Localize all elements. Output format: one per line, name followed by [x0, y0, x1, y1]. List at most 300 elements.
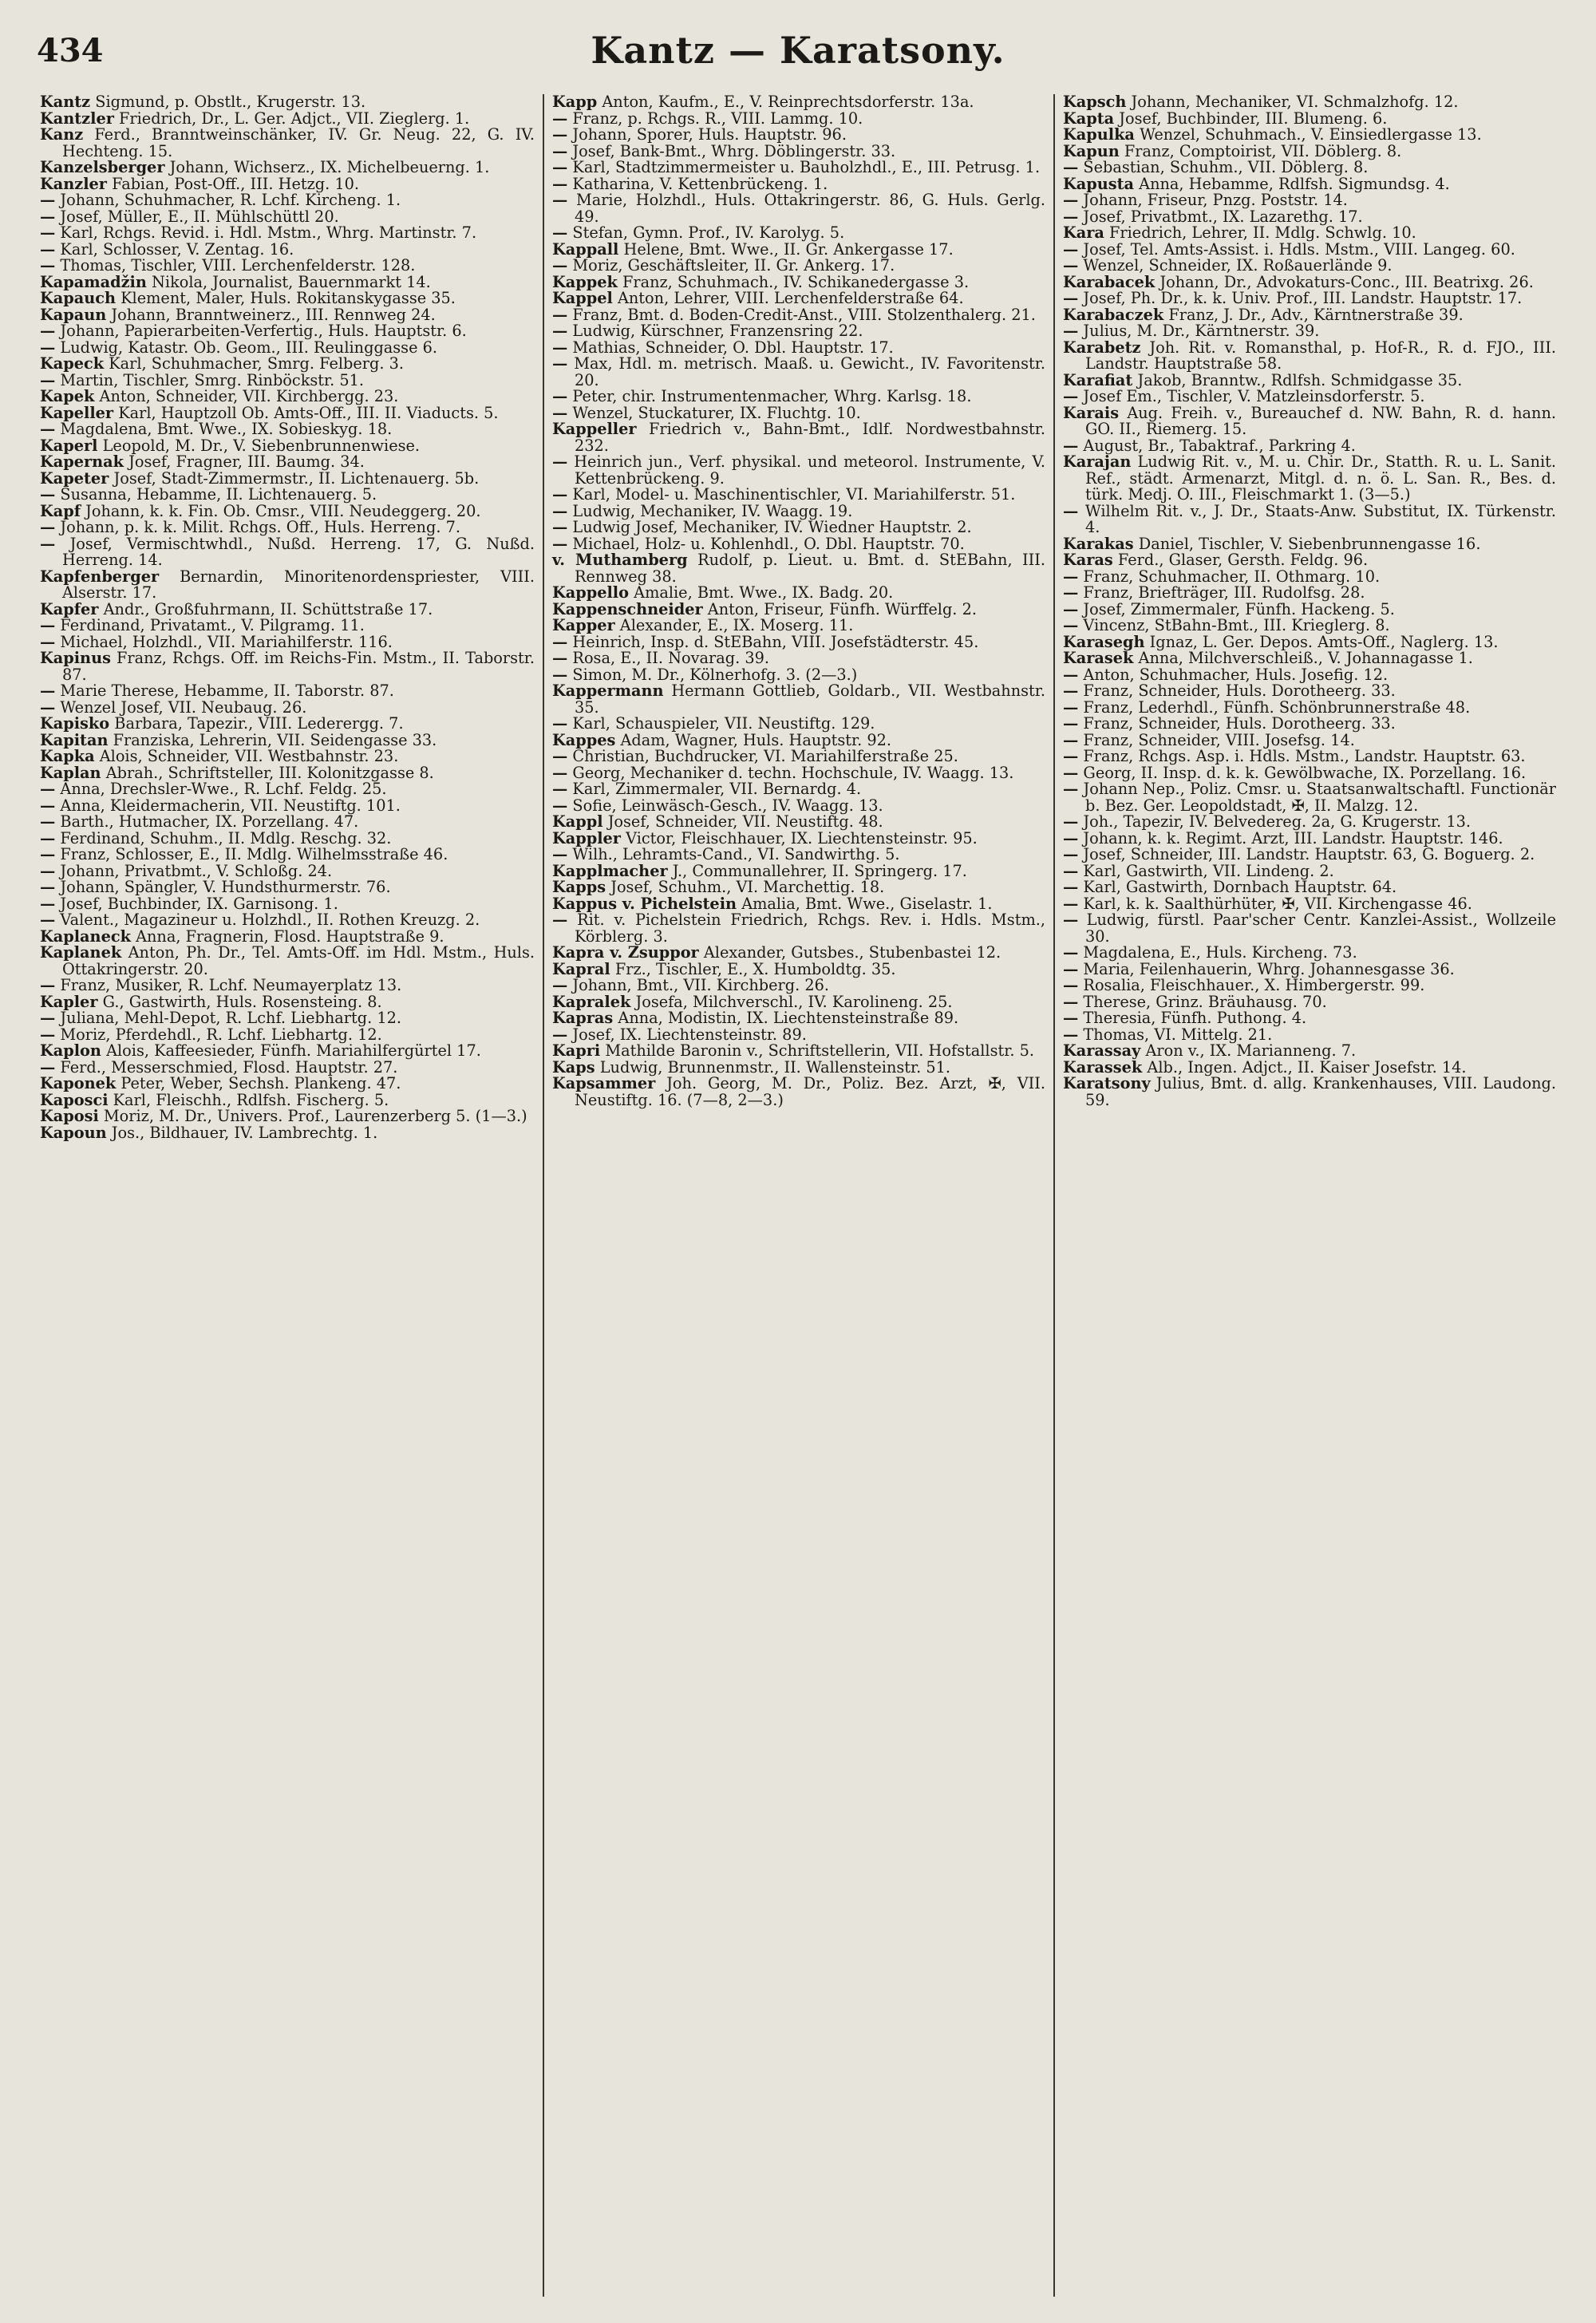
entry-surname: — — [552, 911, 568, 929]
entry-surname: — — [552, 845, 568, 863]
entry-surname: — — [552, 780, 568, 798]
entry-details: Johann, Wichserz., IX. Michelbeuerng. 1. — [169, 158, 490, 176]
directory-entry — [40, 683, 535, 700]
directory-entry — [40, 912, 535, 929]
entry-details: Bernardin, Minoritenordenspriester, VIII. Alserstr. 17. — [62, 567, 535, 602]
directory-entry — [1063, 160, 1556, 176]
entry-surname: — — [1063, 1025, 1079, 1044]
entry-details: Max, Hdl. m. metrisch. Maaß. u. Gewicht., IV. Favoritenstr. 20. — [574, 354, 1045, 389]
entry-surname: — — [552, 354, 568, 373]
directory-entry — [552, 225, 1045, 242]
entry-details: Johann, Bmt., VII. Kirchberg. 26. — [572, 976, 830, 994]
entry-details: Anton, Schuhmacher, Huls. Josefig. 12. — [1083, 665, 1389, 684]
entry-surname: Kappello — [552, 583, 629, 602]
directory-entry — [1063, 552, 1556, 569]
entry-surname: — — [552, 387, 568, 405]
directory-entry — [552, 160, 1045, 176]
entry-surname: — — [1063, 599, 1079, 618]
directory-entry — [552, 552, 1045, 585]
entry-surname: — — [552, 518, 568, 536]
entry-surname: — — [1063, 1009, 1079, 1027]
directory-entry — [40, 225, 535, 242]
directory-entry — [40, 356, 535, 373]
directory-entry — [552, 239, 1045, 259]
entry-surname: — — [552, 632, 568, 651]
entry-surname: — — [40, 828, 56, 847]
entry-details: Moriz, Geschäftsleiter, II. Gr. Ankerg. 17. — [572, 256, 895, 275]
directory-entry — [40, 160, 535, 176]
entry-surname: — — [40, 338, 56, 357]
entry-details: Abrah., Schriftsteller, III. Kolonitzgasse 8. — [105, 763, 434, 782]
entry-details: Amalie, Bmt. Wwe., IX. Badg. 20. — [634, 583, 894, 602]
directory-entry — [40, 879, 535, 896]
entry-details: Friedrich, Lehrer, II. Mdlg. Schwlg. 10. — [1109, 223, 1416, 242]
entry-surname: Kappes — [552, 730, 616, 749]
entry-surname: Kapralek — [552, 992, 631, 1011]
entry-details: Anna, Fragnerin, Flosd. Hauptstraße 9. — [136, 926, 444, 946]
entry-details: Johann, Spängler, V. Hundsthurmerstr. 76. — [60, 878, 391, 896]
directory-entry — [40, 599, 535, 618]
entry-details: Victor, Fleischhauer, IX. Liechtensteinstr. 95. — [626, 828, 978, 847]
entry-surname: Kapf — [40, 501, 81, 520]
entry-surname: Kappermann — [552, 681, 664, 700]
entry-details: Magdalena, Bmt. Wwe., IX. Sobieskyg. 18. — [60, 420, 393, 438]
directory-entry — [552, 585, 1045, 602]
entry-surname: — — [552, 256, 568, 275]
directory-entry — [552, 94, 1045, 111]
directory-entry — [40, 258, 535, 275]
directory-entry — [552, 798, 1045, 815]
entry-surname: — — [1063, 387, 1079, 405]
directory-entry — [40, 307, 535, 324]
entry-details: Karl, k. k. Saalthürhüter, ✠, VII. Kirchengasse 46. — [1083, 894, 1472, 913]
entry-details: Josef, Schneider, III. Landstr. Hauptstr. 63, G. Boguerg. 2. — [1083, 845, 1535, 863]
running-head: Kantz — Karatsony. — [591, 29, 1005, 72]
directory-entry — [552, 290, 1045, 307]
directory-entry — [40, 716, 535, 733]
directory-entry — [1063, 290, 1556, 307]
directory-entry — [552, 389, 1045, 405]
entry-surname: — — [552, 158, 568, 176]
entry-surname: Kappler — [552, 828, 621, 847]
entry-details: Georg, Mechaniker d. techn. Hochschule, IV. Waagg. 13. — [572, 763, 1014, 782]
entry-details: Helene, Bmt. Wwe., II. Gr. Ankergasse 17. — [623, 239, 954, 259]
entry-surname: Kaplon — [40, 1041, 101, 1060]
directory-entry — [1063, 1057, 1556, 1077]
entry-surname: — — [40, 697, 56, 717]
directory-entry — [1063, 501, 1556, 536]
entry-surname: — — [40, 191, 56, 209]
entry-surname: Karafiat — [1063, 370, 1133, 389]
directory-entry — [552, 978, 1045, 994]
entry-surname: — — [1063, 780, 1079, 798]
directory-entry — [1063, 405, 1556, 438]
entry-surname: — — [1063, 256, 1079, 275]
entry-surname: — — [1063, 828, 1079, 847]
entry-surname: Karabetz — [1063, 338, 1141, 357]
entry-surname: — — [1063, 894, 1079, 913]
entry-surname: — — [552, 174, 568, 193]
entry-surname: Karajan — [1063, 452, 1132, 471]
entry-details: Ludwig, Katastr. Ob. Geom., III. Reulinggasse 6. — [60, 338, 438, 357]
entry-details: Stefan, Gymn. Prof., IV. Karolyg. 5. — [572, 223, 845, 242]
entry-details: Peter, chir. Instrumentenmacher, Whrg. Karlsg. 18. — [572, 387, 972, 405]
entry-surname: — — [40, 911, 56, 929]
entry-details: Amalia, Bmt. Wwe., Giselastr. 1. — [741, 894, 993, 913]
directory-entry — [552, 258, 1045, 275]
entry-details: Josef Em., Tischler, V. Matzleinsdorferstr. 5. — [1083, 387, 1425, 405]
entry-surname: — — [552, 1025, 568, 1044]
directory-entry — [40, 896, 535, 913]
directory-entry — [552, 1010, 1045, 1027]
entry-details: Franz, p. Rchgs. R., VIII. Lammg. 10. — [572, 109, 863, 128]
directory-entry — [552, 847, 1045, 863]
entry-details: Klement, Maler, Huls. Rokitanskygasse 35. — [120, 289, 456, 307]
entry-surname: — — [40, 616, 56, 634]
entry-surname: — — [1063, 616, 1079, 634]
entry-surname: — — [1063, 845, 1079, 863]
entry-surname: Kapral — [552, 959, 610, 978]
entry-details: Johann, Sporer, Huls. Hauptstr. 96. — [572, 125, 847, 144]
directory-entry — [40, 798, 535, 815]
entry-details: Susanna, Hebamme, II. Lichtenauerg. 5. — [60, 485, 377, 504]
entry-details: Franz, Schlosser, E., II. Mdlg. Wilhelmsstraße 46. — [60, 845, 448, 863]
directory-entry — [40, 454, 535, 471]
directory-entry — [552, 501, 1045, 520]
entry-details: Ferd., Glaser, Gersth. Feldg. 96. — [1117, 551, 1369, 569]
directory-entry — [552, 879, 1045, 896]
entry-details: Michael, Holz- u. Kohlenhdl., O. Dbl. Hauptstr. 70. — [572, 534, 965, 553]
entry-details: Joh., Tapezir, IV. Belvedereg. 2a, G. Krugerstr. 13. — [1083, 812, 1471, 831]
directory-entry — [1063, 1076, 1556, 1108]
entry-surname: — — [1063, 697, 1079, 717]
entry-surname: — — [40, 322, 56, 340]
entry-details: Julius, M. Dr., Kärntnerstr. 39. — [1083, 322, 1320, 340]
entry-details: Anton, Lehrer, VIII. Lerchenfelderstraße 64. — [617, 289, 964, 307]
entry-surname: — — [552, 534, 568, 553]
entry-details: Martin, Tischler, Smrg. Rinböckstr. 51. — [60, 370, 365, 389]
directory-entry — [552, 650, 1045, 667]
entry-details: Alexander, E., IX. Moserg. 11. — [619, 616, 854, 634]
directory-entry — [40, 370, 535, 389]
entry-details: Josef, Zimmermaler, Fünfh. Hackeng. 5. — [1083, 599, 1395, 618]
entry-surname: Kapfer — [40, 599, 99, 618]
directory-entry — [1063, 585, 1556, 602]
entry-details: Franz, Rchgs. Asp. i. Hdls. Mstm., Landstr. Hauptstr. 63. — [1083, 747, 1526, 765]
entry-details: Josef, Schneider, VII. Neustiftg. 48. — [607, 812, 883, 831]
entry-details: Johann, Schuhmacher, R. Lchf. Kircheng. 1. — [60, 191, 401, 209]
entry-surname: — — [1063, 239, 1079, 259]
page-header — [32, 22, 1564, 86]
directory-entry — [40, 501, 535, 520]
entry-surname: — — [40, 239, 56, 259]
entry-details: Anna, Milchverschleiß., V. Johannagasse 1. — [1138, 649, 1473, 667]
directory-entry — [552, 634, 1045, 651]
entry-surname: — — [1063, 730, 1079, 749]
entry-details: Franz, J. Dr., Adv., Kärntnerstraße 39. — [1168, 305, 1464, 324]
entry-surname: Kapinus — [40, 649, 111, 667]
entry-surname: Kaplan — [40, 763, 101, 782]
entry-surname: — — [40, 796, 56, 815]
entry-details: Ferdinand, Schuhm., II. Mdlg. Reschg. 32. — [60, 828, 392, 847]
directory-entry — [552, 667, 1045, 684]
entry-details: Jakob, Branntw., Rdlfsh. Schmidgasse 35. — [1137, 370, 1463, 389]
entry-surname: Kanzelsberger — [40, 158, 165, 176]
entry-details: Thomas, Tischler, VIII. Lerchenfelderstr. 128. — [60, 256, 416, 275]
directory-entry — [40, 405, 535, 422]
entry-details: Rosa, E., II. Novarag. 39. — [572, 649, 769, 667]
directory-entry — [40, 94, 535, 111]
entry-surname: Karas — [1063, 551, 1113, 569]
directory-entry — [40, 1057, 535, 1077]
entry-details: Josef, Vermischtwhdl., Nußd. Herreng. 17, G. Nußd. Herreng. 14. — [62, 534, 535, 569]
directory-entry — [552, 1057, 1045, 1077]
entry-details: Josef, Ph. Dr., k. k. Univ. Prof., III. Landstr. Hauptstr. 17. — [1083, 289, 1523, 307]
entry-details: Frz., Tischler, E., X. Humboldtg. 35. — [614, 959, 896, 978]
entry-details: Karl, Gastwirth, Dornbach Hauptstr. 64. — [1083, 878, 1397, 896]
directory-entry — [552, 814, 1045, 831]
entry-surname: Kapeter — [40, 468, 109, 488]
directory-entry — [40, 239, 535, 259]
entry-details: Anton, Ph. Dr., Tel. Amts-Off. im Hdl. Mstm., Huls. Ottakringerstr. 20. — [62, 943, 535, 978]
entry-details: Franz, Schneider, Huls. Dorotheerg. 33. — [1083, 681, 1396, 700]
entry-surname: v. Muthamberg — [552, 551, 688, 569]
entry-surname: — — [552, 223, 568, 242]
entry-surname: — — [1063, 976, 1079, 994]
entry-surname: — — [1063, 763, 1079, 782]
directory-entry — [1063, 994, 1556, 1011]
entry-details: Ferd., Messerschmied, Flosd. Hauptstr. 27. — [60, 1057, 398, 1077]
column-3 — [1053, 94, 1564, 2297]
entry-surname: Kapamadžin — [40, 272, 147, 291]
entry-surname: — — [552, 125, 568, 144]
entry-surname: — — [1063, 861, 1079, 880]
directory-entry — [40, 994, 535, 1011]
entry-surname: Kapplmacher — [552, 861, 668, 880]
entry-details: Marie Therese, Hebamme, II. Taborstr. 87. — [60, 681, 394, 700]
directory-entry — [1063, 389, 1556, 405]
directory-entry — [40, 536, 535, 569]
directory-entry — [40, 618, 535, 634]
entry-surname: Kapun — [1063, 141, 1120, 160]
entry-surname: — — [1063, 207, 1079, 226]
entry-details: Jos., Bildhauer, IV. Lambrechtg. 1. — [111, 1123, 378, 1142]
entry-surname: — — [552, 796, 568, 815]
entry-details: Franz, Schneider, VIII. Josefsg. 14. — [1083, 730, 1355, 749]
entry-details: Ludwig, Brunnenmstr., II. Wallensteinstr. 51. — [599, 1057, 951, 1077]
entry-details: Josef, Tel. Amts-Assist. i. Hdls. Mstm., VIII. Langeg. 60. — [1083, 239, 1515, 259]
directory-entry — [552, 272, 1045, 291]
entry-surname: — — [552, 305, 568, 324]
entry-details: Wilhelm Rit. v., J. Dr., Staats-Anw. Substitut, IX. Türkenstr. 4. — [1084, 501, 1556, 536]
directory-entry — [40, 926, 535, 946]
directory-entry — [40, 650, 535, 683]
entry-surname: — — [40, 681, 56, 700]
entry-surname: — — [1063, 714, 1079, 733]
entry-surname: Kappeller — [552, 420, 637, 438]
entry-surname: Kapri — [552, 1041, 601, 1060]
entry-details: Ludwig Rit. v., M. u. Chir. Dr., Statth. R. u. L. Sanit. Ref., städt. Armenarzt, Mitgl. d. n. ö. L. San. R., Bes. d. türk. Medj. O. III., Fleischmarkt 1. (3—5.) — [1085, 452, 1556, 504]
directory-entry — [1063, 239, 1556, 259]
entry-surname: — — [40, 845, 56, 863]
directory-entry — [1063, 1010, 1556, 1027]
directory-entry — [552, 896, 1045, 913]
directory-entry — [1063, 127, 1556, 144]
directory-entry — [552, 192, 1045, 225]
entry-details: Rosalia, Fleischhauer., X. Himbergerstr. 99. — [1083, 976, 1425, 994]
entry-details: Franz, Schuhmach., IV. Schikanedergasse 3. — [622, 272, 970, 291]
entry-surname: Kaposci — [40, 1090, 109, 1109]
entry-surname: Kaponek — [40, 1074, 117, 1092]
entry-details: Alois, Schneider, VII. Westbahnstr. 23. — [99, 747, 399, 765]
entry-details: Wenzel, Schneider, IX. Roßauerlände 9. — [1083, 256, 1393, 275]
entry-details: Marie, Holzhdl., Huls. Ottakringerstr. 86, G. Huls. Gerlg. 49. — [575, 191, 1045, 226]
directory-entry — [1063, 225, 1556, 242]
entry-surname: Kapoun — [40, 1123, 107, 1142]
entry-details: Josef, Privatbmt., IX. Lazarethg. 17. — [1083, 207, 1363, 226]
entry-surname: Kapta — [1063, 109, 1115, 128]
directory-entry — [40, 1010, 535, 1027]
directory-entry — [552, 176, 1045, 193]
entry-surname: — — [1063, 158, 1079, 176]
entry-surname: — — [1063, 501, 1079, 520]
directory-entry — [40, 1043, 535, 1060]
entry-surname: — — [552, 322, 568, 340]
entry-details: Wenzel Josef, VII. Neubaug. 26. — [60, 697, 307, 717]
entry-surname: — — [40, 207, 56, 226]
directory-entry — [1063, 599, 1556, 618]
directory-entry — [1063, 716, 1556, 733]
directory-entry — [1063, 141, 1556, 160]
directory-entry — [552, 730, 1045, 749]
entry-details: Ludwig, Mechaniker, IV. Waagg. 19. — [572, 501, 853, 520]
entry-surname: Kapsch — [1063, 94, 1127, 111]
entry-surname: — — [40, 256, 56, 275]
page-number: 434 — [37, 32, 104, 69]
entry-surname: Kapp — [552, 94, 598, 111]
entry-details: Johann, Privatbmt., V. Schloßg. 24. — [60, 861, 333, 880]
entry-details: Mathias, Schneider, O. Dbl. Hauptstr. 17. — [572, 338, 894, 357]
directory-entry — [552, 749, 1045, 765]
entry-details: Theresia, Fünfh. Puthong. 4. — [1083, 1009, 1307, 1027]
entry-details: Andr., Großfuhrmann, II. Schüttstraße 17. — [103, 599, 433, 618]
entry-surname: Kapisko — [40, 714, 110, 733]
entry-details: Heinrich jun., Verf. physikal. und meteorol. Instrumente, V. Kettenbrückeng. 9. — [574, 452, 1045, 488]
directory-entry — [1063, 959, 1556, 978]
entry-details: Daniel, Tischler, V. Siebenbrunnengasse 16. — [1138, 534, 1481, 553]
entry-surname: Kappenschneider — [552, 599, 703, 618]
entry-details: J., Communallehrer, II. Springerg. 17. — [672, 861, 967, 880]
entry-surname: — — [1063, 436, 1079, 455]
entry-surname: Kapusta — [1063, 174, 1135, 193]
entry-surname: Kapeller — [40, 403, 114, 422]
entry-details: Franz, Bmt. d. Boden-Credit-Anst., VIII. Stolzenthalerg. 21. — [572, 305, 1036, 324]
directory-entry — [552, 959, 1045, 978]
directory-entry — [1063, 323, 1556, 340]
entry-surname: — — [40, 812, 56, 831]
entry-details: Anton, Schneider, VII. Kirchbergg. 23. — [99, 387, 399, 405]
directory-entry — [40, 730, 535, 749]
entry-surname: Kapulka — [1063, 125, 1135, 144]
entry-details: Josefa, Milchverschl., IV. Karolineng. 25. — [635, 992, 953, 1011]
entry-details: Mathilde Baronin v., Schriftstellerin, VII. Hofstallstr. 5. — [605, 1041, 1034, 1060]
directory-entry — [1063, 569, 1556, 586]
directory-entry — [552, 863, 1045, 880]
entry-details: Karl, Hauptzoll Ob. Amts-Off., III. II. Viaducts. 5. — [118, 403, 499, 422]
directory-entry — [552, 141, 1045, 160]
entry-details: Magdalena, E., Huls. Kircheng. 73. — [1083, 943, 1357, 962]
entry-surname: — — [1063, 681, 1079, 700]
directory-entry — [1063, 912, 1556, 945]
directory-entry — [552, 421, 1045, 454]
directory-entry — [40, 634, 535, 651]
entry-surname: Kaps — [552, 1057, 595, 1077]
entry-details: Karl, Stadtzimmermeister u. Bauholzhdl., E., III. Petrusg. 1. — [572, 158, 1041, 176]
entry-surname: — — [552, 141, 568, 160]
directory-entry — [1063, 814, 1556, 831]
entry-details: Franz, Schuhmacher, II. Othmarg. 10. — [1083, 567, 1381, 586]
entry-surname: Kapernak — [40, 452, 124, 471]
directory-entry — [40, 1125, 535, 1142]
entry-details: Johann, Mechaniker, VI. Schmalzhofg. 12. — [1131, 94, 1459, 111]
entry-surname: Karassek — [1063, 1057, 1143, 1077]
entry-details: Wilh., Lehramts-Cand., VI. Sandwirthg. 5. — [572, 845, 900, 863]
entry-surname: Karasek — [1063, 649, 1134, 667]
directory-entry — [1063, 896, 1556, 913]
entry-surname: — — [40, 976, 56, 994]
entry-surname: — — [40, 632, 56, 651]
entry-details: Karl, Gastwirth, VII. Lindeng. 2. — [1083, 861, 1334, 880]
directory-entry — [40, 340, 535, 357]
entry-surname: — — [40, 420, 56, 438]
entry-details: Ludwig, Kürschner, Franzensring 22. — [572, 322, 863, 340]
entry-details: Johann, p. k. k. Milit. Rchgs. Off., Huls. Herreng. 7. — [60, 518, 460, 536]
directory-entry — [40, 209, 535, 226]
entry-details: Johann Nep., Poliz. Cmsr. u. Staatsanwaltschaftl. Functionär b. Bez. Ger. Leopoldstadt, ✠, II. Malzg. 12. — [1083, 780, 1556, 815]
entry-details: Josef, Buchbinder, IX. Garnisong. 1. — [60, 894, 338, 913]
directory-entry — [1063, 176, 1556, 193]
directory-entry — [1063, 618, 1556, 634]
entry-details: August, Br., Tabaktraf., Parkring 4. — [1083, 436, 1356, 455]
directory-entry — [40, 468, 535, 488]
entry-surname: — — [1063, 992, 1079, 1011]
directory-entry — [1063, 94, 1556, 111]
entry-details: Karl, Schauspieler, VII. Neustiftg. 129. — [572, 714, 875, 733]
directory-entry — [1063, 340, 1556, 373]
directory-entry — [1063, 1027, 1556, 1044]
entry-surname: Kapra v. Zsuppor — [552, 943, 699, 962]
entry-surname: Kapper — [552, 616, 615, 634]
entry-surname: Kappek — [552, 272, 618, 291]
directory-entry — [552, 781, 1045, 798]
directory-entry — [552, 765, 1045, 782]
directory-entry — [40, 814, 535, 831]
entry-surname: Kapps — [552, 878, 606, 896]
entry-surname: — — [40, 223, 56, 242]
directory-columns — [32, 94, 1564, 2297]
directory-entry — [552, 945, 1045, 962]
directory-entry — [1063, 847, 1556, 863]
directory-entry — [1063, 111, 1556, 128]
directory-entry — [40, 863, 535, 880]
entry-details: Joh. Rit. v. Romansthal, p. Hof-R., R. d. FJO., III. Landstr. Hauptstraße 58. — [1085, 338, 1556, 373]
entry-surname: — — [1063, 959, 1079, 978]
directory-entry — [552, 340, 1045, 357]
entry-details: Franz, Briefträger, III. Rudolfsg. 28. — [1083, 583, 1365, 602]
directory-entry — [1063, 454, 1556, 504]
directory-entry — [552, 912, 1045, 945]
entry-details: Alb., Ingen. Adjct., II. Kaiser Josefstr. 14. — [1147, 1057, 1467, 1077]
